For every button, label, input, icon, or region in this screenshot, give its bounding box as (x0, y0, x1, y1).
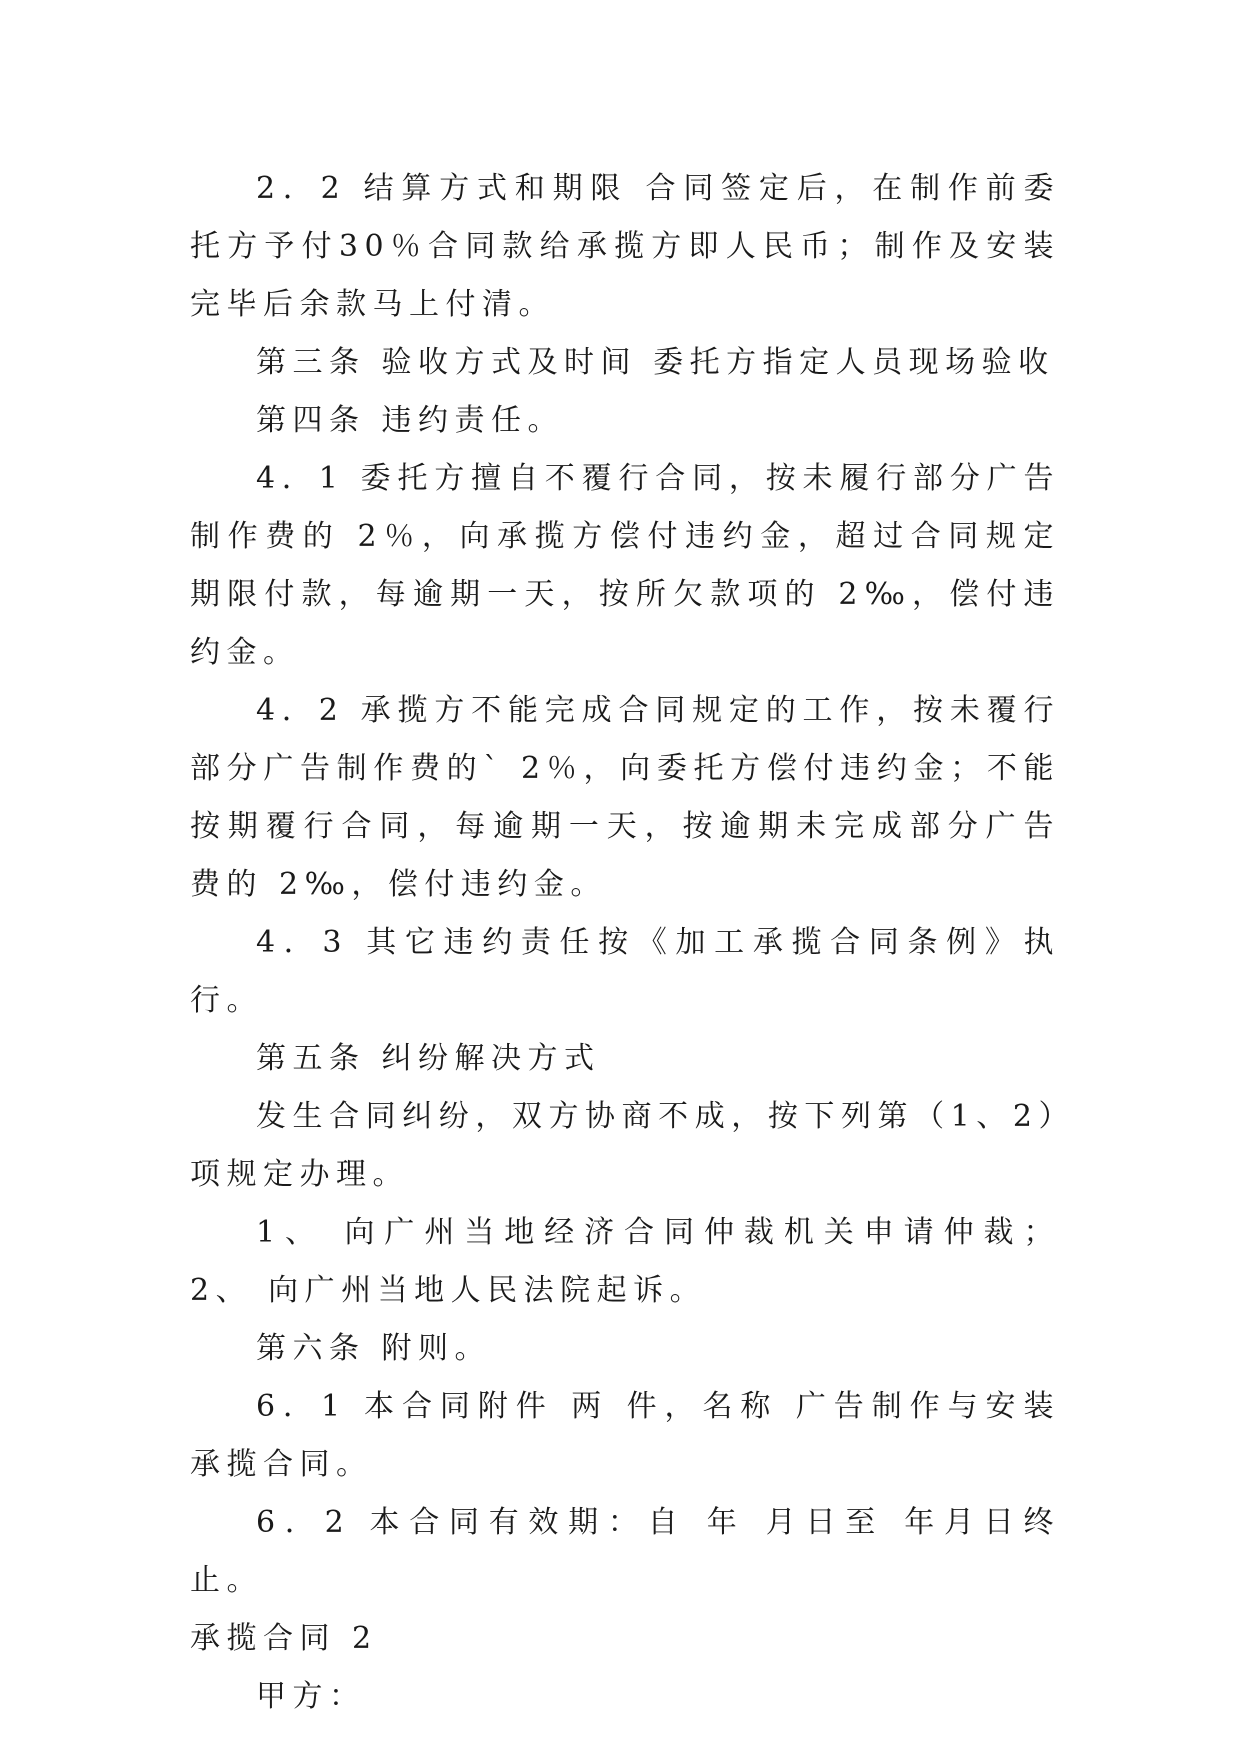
document-page (190, 160, 1060, 1726)
paragraph-settlement: 2．2 结算方式和期限 合同签定后，在制作前委托方予付30％合同款给承揽方即人民币；制作及安装完毕后余款马上付清。 (190, 171, 1060, 322)
paragraph-party-a: 甲方： (256, 1679, 366, 1714)
paragraph-dispute: 发生合同纠纷，双方协商不成，按下列第（1、2）项规定办理。 (190, 1099, 1060, 1192)
paragraph-dispute-options: 1、 向广州当地经济合同仲裁机关申请仲裁； 2、 向广州当地人民法院起诉。 (190, 1215, 1060, 1308)
paragraph-4-1: 4．1 委托方擅自不覆行合同，按未履行部分广告制作费的 2％，向承揽方偿付违约金，超过合同规定期限付款，每逾期一天，按所欠款项的 2‰，偿付违约金。 (190, 461, 1060, 670)
paragraph-4-3: 4．3 其它违约责任按《加工承揽合同条例》执行。 (190, 925, 1060, 1018)
paragraph-article-6-heading: 第六条 附则。 (256, 1331, 492, 1366)
paragraph-article-3: 第三条 验收方式及时间 委托方指定人员现场验收 (256, 345, 1055, 380)
paragraph-6-2: 6．2 本合同有效期：自 年 月日至 年月日终止。 (190, 1505, 1060, 1598)
paragraph-contract-2-title: 承揽合同 2 (190, 1621, 378, 1656)
paragraph-6-1: 6．1 本合同附件 两 件，名称 广告制作与安装承揽合同。 (190, 1389, 1060, 1482)
paragraph-4-2: 4．2 承揽方不能完成合同规定的工作，按未覆行部分广告制作费的` 2％，向委托方偿付违约金；不能按期覆行合同，每逾期一天，按逾期未完成部分广告费的 2‰，偿付违约金。 (190, 693, 1060, 902)
paragraph-article-5-heading: 第五条 纠纷解决方式 (256, 1041, 601, 1076)
paragraph-article-4-heading: 第四条 违约责任。 (256, 403, 565, 438)
